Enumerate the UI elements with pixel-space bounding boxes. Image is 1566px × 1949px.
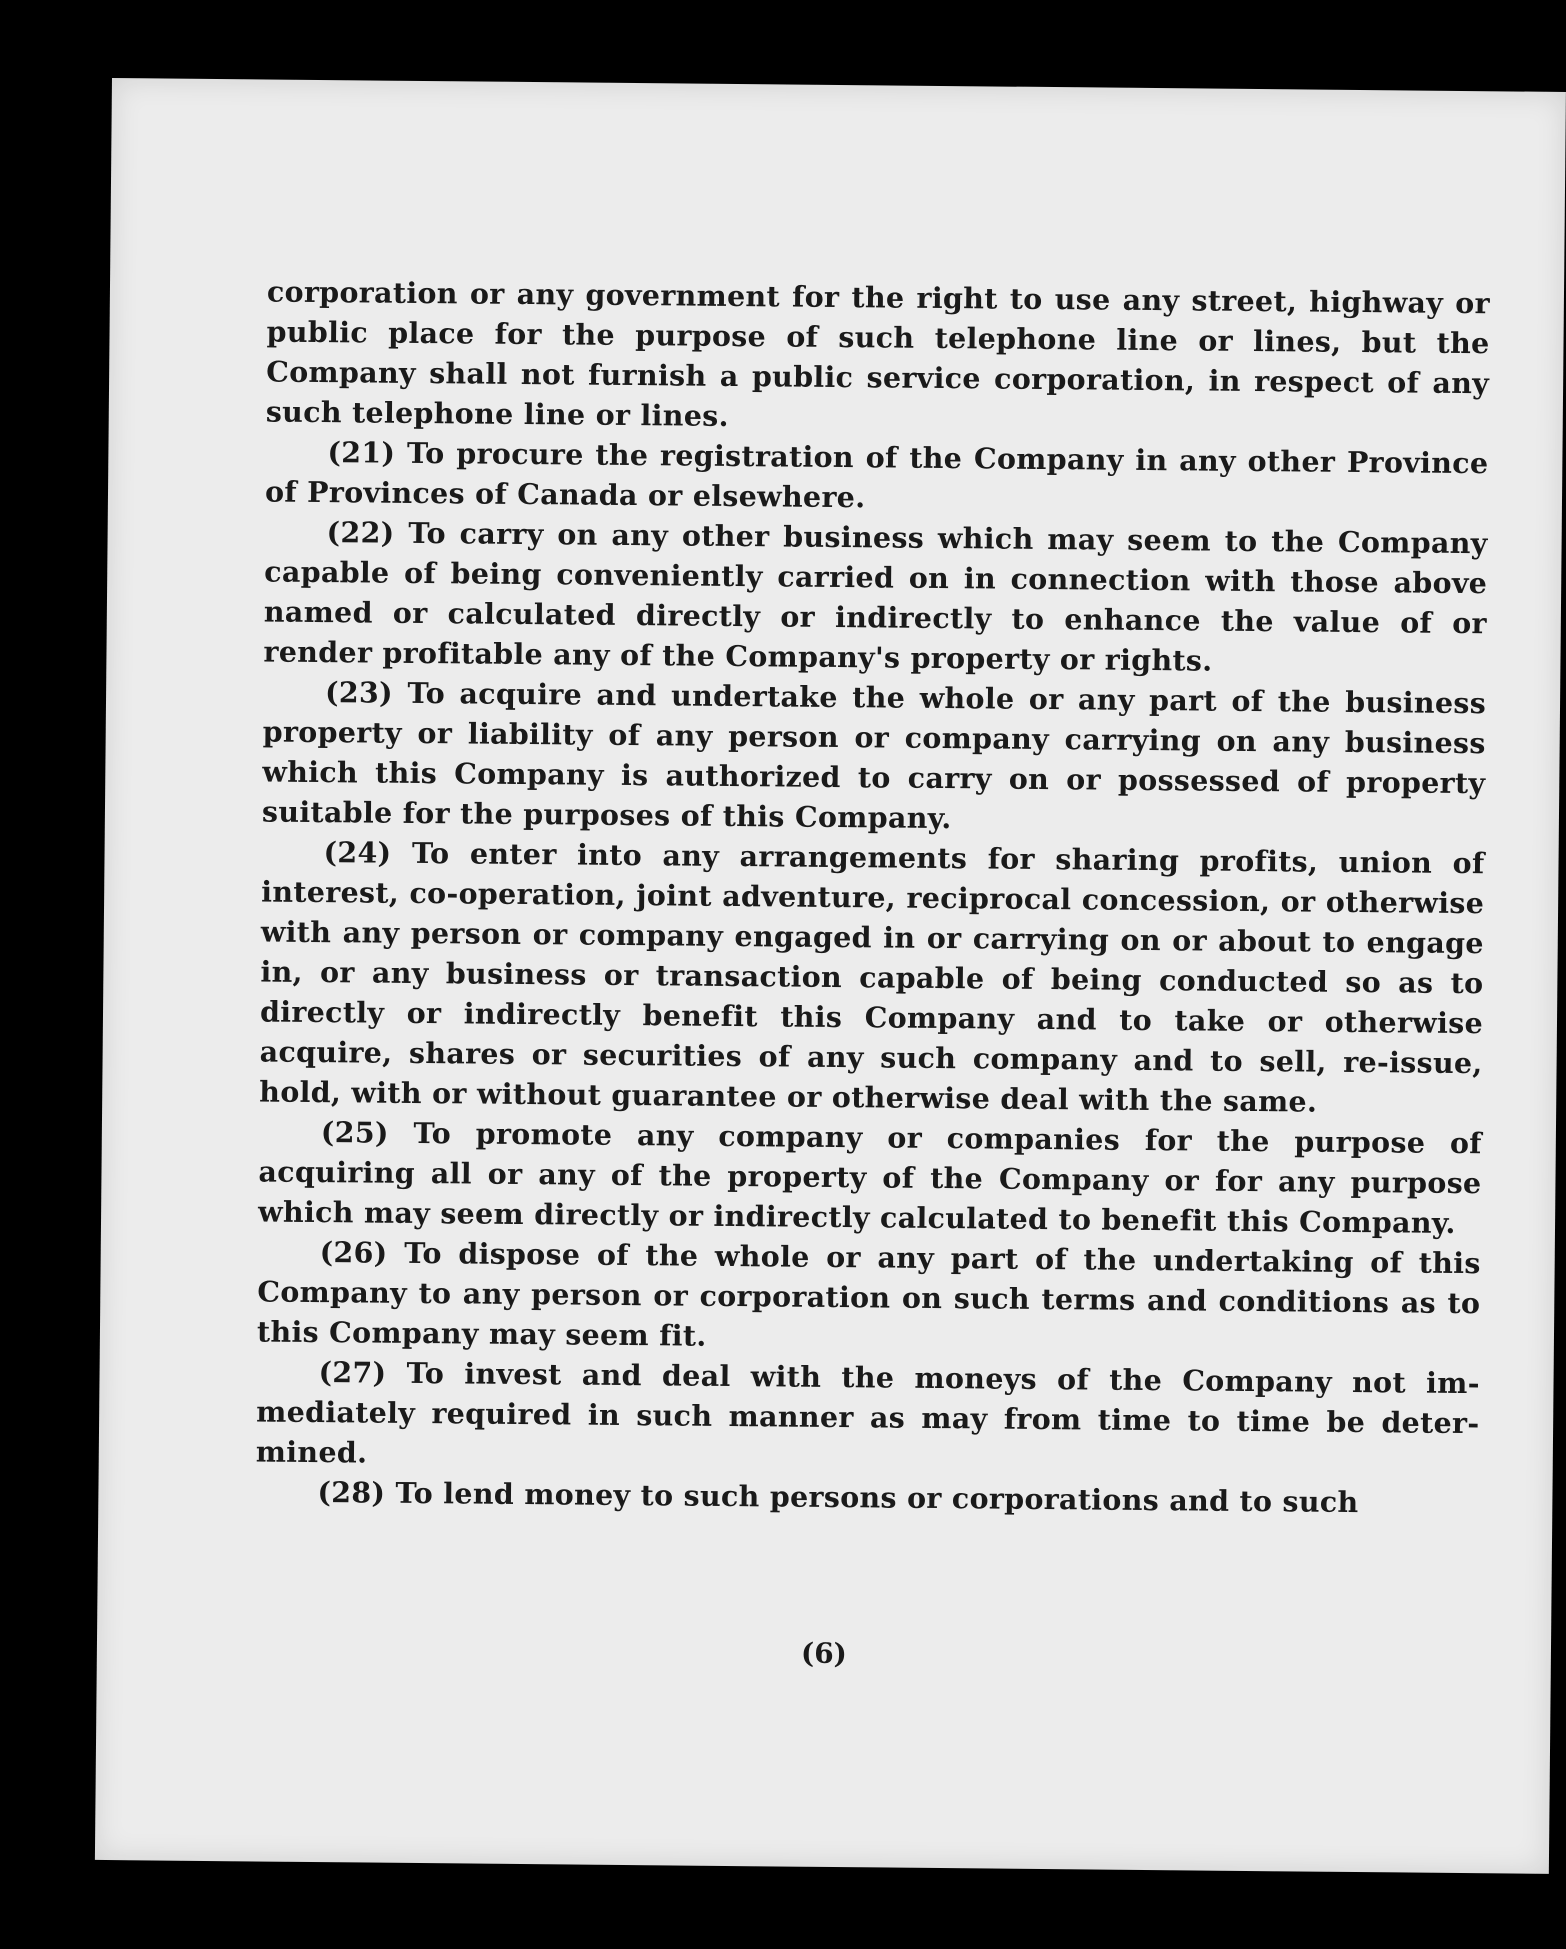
paragraph-25 — [258, 1111, 1482, 1243]
paragraph-number: (21) — [327, 435, 396, 470]
paragraph-number: (25) — [320, 1115, 389, 1150]
paragraph-number: (22) — [326, 515, 395, 550]
paragraph-number: (24) — [323, 835, 392, 870]
paragraph-text: To promote any company or companies for the purpose of acquiring all or any of the property of the Company or for any purpose which may seem directly or indirectly calculated to benefit this Company. — [257, 1115, 1482, 1240]
paragraph-text: To dispose of the whole or any part of the undertaking of this Company to any person or corporation on such terms and conditions as to this Company may seem fit. — [256, 1235, 1481, 1353]
paragraph-text: To invest and deal with the moneys of the Company not immediately required in such manner as may from time to time be determined. — [255, 1355, 1480, 1470]
body-text — [255, 271, 1490, 1523]
paragraph-23 — [262, 671, 1486, 843]
paragraph-number: (23) — [324, 675, 394, 710]
paragraph-24 — [259, 831, 1485, 1123]
paragraph-text: To acquire and undertake the whole or any part of the business property or liability of any person or company carrying on any business which this Company is authorized to carry on or possessed of property suitable for the purposes of this Company. — [261, 675, 1487, 836]
paragraph-22 — [263, 511, 1487, 683]
paragraph-number: (26) — [319, 1235, 388, 1270]
paragraph-number: (27) — [318, 1355, 387, 1390]
paragraph-text: corporation or any government for the right to use any street, highway or public place for the purpose of such telephone line or lines, but the Company shall not furnish a public service corporation, in respect of any such telephone line or lines. — [265, 274, 1491, 433]
paragraph-21 — [265, 431, 1489, 523]
paragraph-text: To carry on any other business which may seem to the Company capable of being conveniently carried on in connection with those above named or calculated directly or indirectly to enhance the value of or render profitable any of the Company's property or rights. — [263, 515, 1488, 678]
paragraph-number: (28) — [317, 1475, 386, 1510]
paragraph-continuation — [266, 271, 1490, 443]
paragraph-text: To lend money to such persons or corporations and to such — [395, 1475, 1359, 1520]
paragraph-27 — [256, 1351, 1480, 1483]
paragraph-text: To enter into any arrangements for sharing profits, union of interest, co-operation, joint adventure, reciprocal concession, or otherwise with any person or company engaged in or carrying on or about to engage in, or any business or transaction capable of being conducted so as to directly or indirectly benefit this Company and to take or otherwise acquire, shares or securities of any such company and to sell, re-issue, hold, with or without guarantee or otherwise deal with the same. — [259, 835, 1485, 1119]
paragraph-26 — [257, 1231, 1481, 1363]
document-page — [95, 78, 1566, 1874]
page-number: (6) — [800, 1636, 848, 1671]
paragraph-text: To procure the registration of the Company in any other Province of Provinces of Canada or elsewhere. — [264, 435, 1489, 515]
